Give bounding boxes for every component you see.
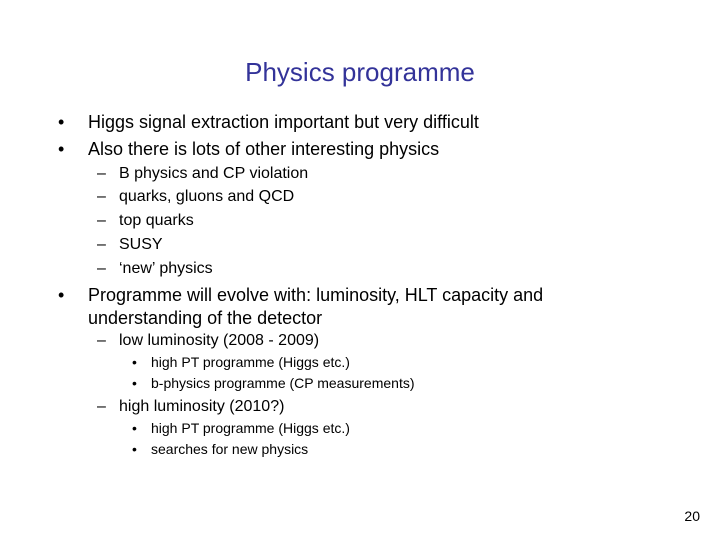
sub-sub-item-text: b-physics programme (CP measurements) bbox=[151, 375, 415, 391]
sub-item-text: low luminosity (2008 - 2009) bbox=[119, 332, 320, 349]
sub-item-text: ‘new’ physics bbox=[119, 260, 213, 277]
bullet-2-text: Also there is lots of other interesting physics bbox=[88, 139, 440, 159]
sub-item-text: B physics and CP violation bbox=[119, 165, 309, 182]
sub-item-text: high luminosity (2010?) bbox=[119, 398, 285, 415]
dash-marker: – bbox=[97, 260, 106, 277]
bullet-marker: • bbox=[132, 441, 137, 457]
slide-title: Physics programme bbox=[245, 57, 475, 87]
bullet-marker: • bbox=[132, 354, 137, 370]
sub-item-text: quarks, gluons and QCD bbox=[119, 188, 295, 205]
sub-item-text: SUSY bbox=[119, 236, 163, 253]
page-number: 20 bbox=[684, 508, 700, 524]
dash-marker: – bbox=[97, 212, 106, 229]
bullet-1-text: Higgs signal extraction important but very difficult bbox=[88, 112, 479, 132]
sub-sub-item-text: high PT programme (Higgs etc.) bbox=[151, 354, 350, 370]
bullet-3-text-line1: Programme will evolve with: luminosity, HLT capacity and bbox=[88, 285, 544, 305]
dash-marker: – bbox=[97, 188, 106, 205]
dash-marker: – bbox=[97, 236, 106, 253]
dash-marker: – bbox=[97, 332, 106, 349]
dash-marker: – bbox=[97, 165, 106, 182]
bullet-marker: • bbox=[58, 112, 65, 132]
sub-item-text: top quarks bbox=[119, 212, 194, 229]
dash-marker: – bbox=[97, 398, 106, 415]
bullet-3-continuation bbox=[88, 306, 322, 330]
bullet-marker: • bbox=[58, 285, 65, 305]
bullet-3-text-line2: understanding of the detector bbox=[88, 308, 323, 328]
bullet-marker: • bbox=[58, 139, 65, 159]
sub-sub-item-text: high PT programme (Higgs etc.) bbox=[151, 420, 350, 436]
sub-sub-item-text: searches for new physics bbox=[151, 441, 309, 457]
bullet-marker: • bbox=[132, 420, 137, 436]
bullet-marker: • bbox=[132, 375, 137, 391]
